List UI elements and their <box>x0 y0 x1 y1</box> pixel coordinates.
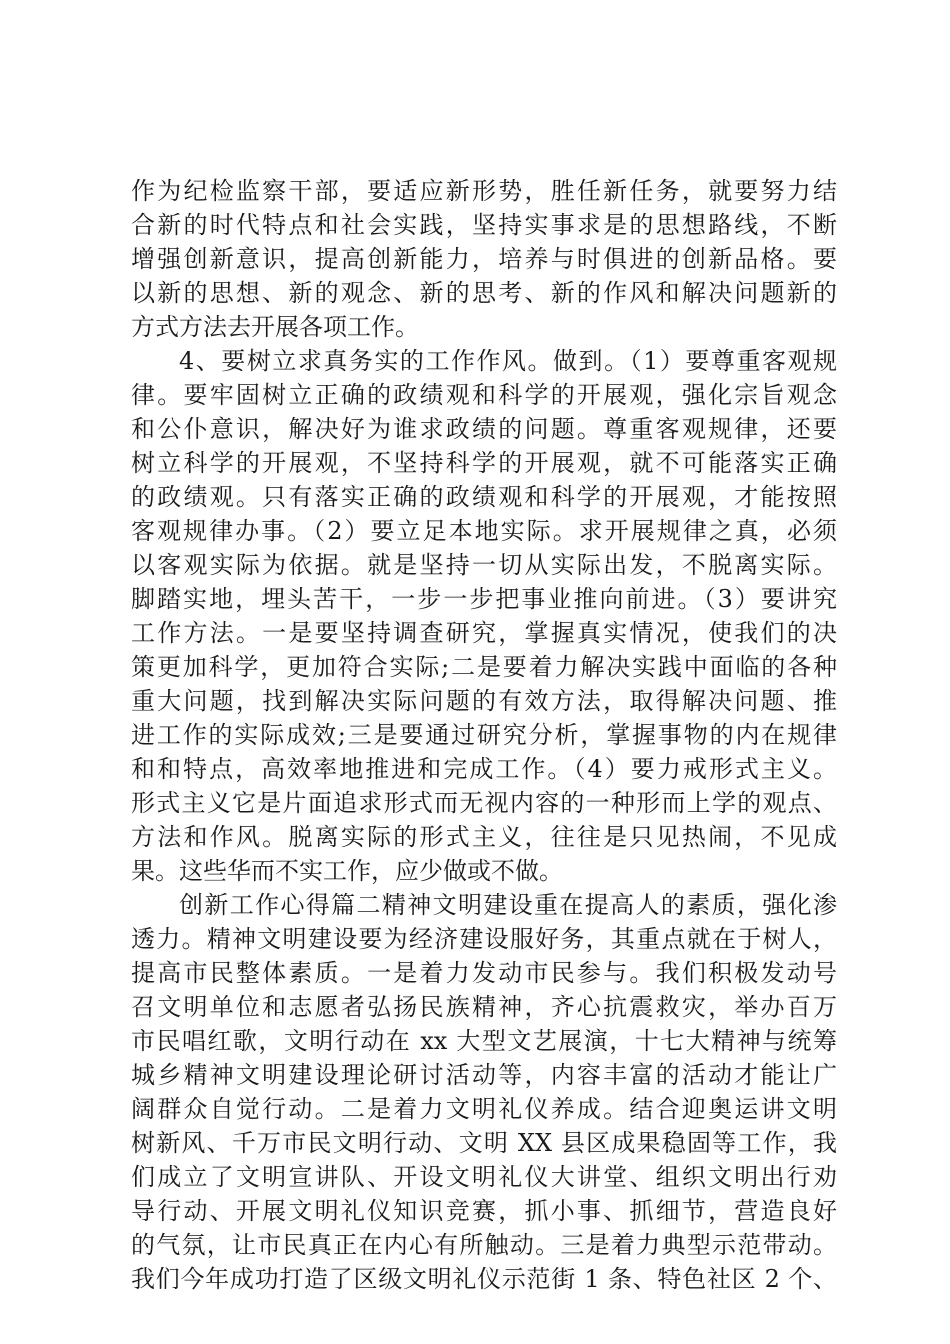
text-line: 工作方法。一是要坚持调查研究，掌握真实情况，使我们的决 <box>131 619 837 647</box>
text-line: 作为纪检监察干部，要适应新形势，胜任新任务，就要努力结 <box>131 177 837 205</box>
text-line: 树新风、千万市民文明行动、文明 XX 县区成果稳固等工作，我 <box>131 1129 837 1157</box>
text-line: 导行动、开展文明礼仪知识竞赛，抓小事、抓细节，营造良好 <box>131 1197 837 1225</box>
text-line: 的政绩观。只有落实正确的政绩观和科学的开展观，才能按照 <box>131 483 837 511</box>
text-line: 重大问题，找到解决实际问题的有效方法，取得解决问题、推 <box>131 687 837 715</box>
text-line: 透力。精神文明建设要为经济建设服好务，其重点就在于树人， <box>131 925 837 953</box>
text-line: 以客观实际为依据。就是坚持一切从实际出发，不脱离实际。 <box>131 551 837 579</box>
text-line: 形式主义它是片面追求形式而无视内容的一种形而上学的观点、 <box>131 789 837 817</box>
text-line: 们成立了文明宣讲队、开设文明礼仪大讲堂、组织文明出行劝 <box>131 1163 837 1191</box>
text-line: 和公仆意识，解决好为谁求政绩的问题。尊重客观规律，还要 <box>131 415 837 443</box>
text-line: 进工作的实际成效;三是要通过研究分析，掌握事物的内在规律 <box>131 721 837 749</box>
document-body <box>131 174 837 1296</box>
text-line: 4、要树立求真务实的工作作风。做到。（1）要尊重客观规 <box>179 347 837 375</box>
paragraph-2 <box>131 344 837 888</box>
text-line: 创新工作心得篇二精神文明建设重在提高人的素质，强化渗 <box>179 891 837 919</box>
text-line: 召文明单位和志愿者弘扬民族精神，齐心抗震救灾，举办百万 <box>131 993 837 1021</box>
text-line: 的气氛，让市民真正在内心有所触动。三是着力典型示范带动。 <box>131 1231 837 1259</box>
paragraph-1 <box>131 174 837 344</box>
text-line: 城乡精神文明建设理论研讨活动等，内容丰富的活动才能让广 <box>131 1061 837 1089</box>
text-line: 以新的思想、新的观念、新的思考、新的作风和解决问题新的 <box>131 279 837 307</box>
text-line: 提高市民整体素质。一是着力发动市民参与。我们积极发动号 <box>131 959 837 987</box>
text-line: 律。要牢固树立正确的政绩观和科学的开展观，强化宗旨观念 <box>131 381 837 409</box>
text-line: 树立科学的开展观，不坚持科学的开展观，就不可能落实正确 <box>131 449 837 477</box>
text-line: 和和特点，高效率地推进和完成工作。（4）要力戒形式主义。 <box>131 755 837 783</box>
text-line: 方式方法去开展各项工作。 <box>131 313 419 341</box>
text-line: 策更加科学，更加符合实际;二是要着力解决实践中面临的各种 <box>131 653 837 681</box>
paragraph-3 <box>131 888 837 1296</box>
text-line: 方法和作风。脱离实际的形式主义，往往是只见热闹，不见成 <box>131 823 837 851</box>
text-line: 脚踏实地，埋头苦干，一步一步把事业推向前进。（3）要讲究 <box>131 585 837 613</box>
text-line: 阔群众自觉行动。二是着力文明礼仪养成。结合迎奥运讲文明 <box>131 1095 837 1123</box>
text-line: 果。这些华而不实工作，应少做或不做。 <box>131 857 563 885</box>
text-line: 客观规律办事。（2）要立足本地实际。求开展规律之真，必须 <box>131 517 837 545</box>
text-line: 市民唱红歌，文明行动在 xx 大型文艺展演，十七大精神与统筹 <box>131 1027 837 1055</box>
text-line: 合新的时代特点和社会实践，坚持实事求是的思想路线，不断 <box>131 211 837 239</box>
text-line: 我们今年成功打造了区级文明礼仪示范街 1 条、特色社区 2 个、 <box>131 1265 837 1293</box>
text-line: 增强创新意识，提高创新能力，培养与时俱进的创新品格。要 <box>131 245 837 273</box>
